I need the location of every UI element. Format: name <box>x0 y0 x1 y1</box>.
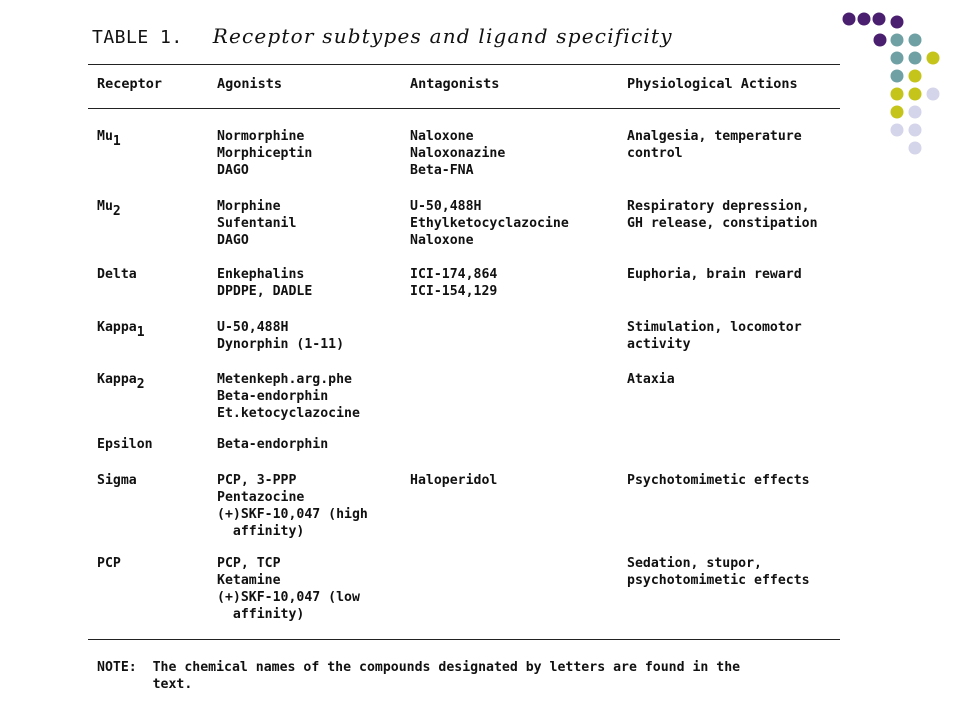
decorative-dot <box>873 13 886 26</box>
cell-antagonists: Haloperidol <box>410 473 498 488</box>
cell-agonists: Metenkeph.arg.phe Beta-endorphin Et.ketocyclazocine <box>217 372 360 421</box>
cell-receptor: Sigma <box>97 473 137 488</box>
cell-antagonists: Naloxone Naloxonazine Beta-FNA <box>410 129 506 178</box>
decorative-dot <box>843 13 856 26</box>
decorative-dot <box>891 52 904 65</box>
decorative-dot <box>909 52 922 65</box>
top-rule <box>88 64 840 65</box>
cell-antagonists: ICI-174,864 ICI-154,129 <box>410 267 498 299</box>
decorative-dot <box>909 142 922 155</box>
cell-agonists: Morphine Sufentanil DAGO <box>217 199 297 248</box>
decorative-dot <box>858 13 871 26</box>
cell-actions: Analgesia, temperature control <box>627 129 802 161</box>
decorative-dot <box>891 124 904 137</box>
cell-agonists: PCP, TCP Ketamine (+)SKF-10,047 (low affinity) <box>217 556 360 622</box>
table-note: NOTE: The chemical names of the compounds designated by letters are found in the text. <box>97 660 741 692</box>
cell-agonists: Normorphine Morphiceptin DAGO <box>217 129 313 178</box>
receptor-subscript: 2 <box>112 204 121 219</box>
decorative-dot <box>891 70 904 83</box>
header-agonists: Agonists <box>217 76 283 92</box>
table-caption: Receptor subtypes and ligand specificity <box>212 24 673 48</box>
cell-receptor: PCP <box>97 556 121 571</box>
decorative-dot <box>891 34 904 47</box>
decorative-dot <box>909 88 922 101</box>
decorative-dot <box>874 34 887 47</box>
decorative-dot <box>891 88 904 101</box>
cell-actions: Psychotomimetic effects <box>627 473 810 488</box>
cell-actions: Euphoria, brain reward <box>627 267 802 282</box>
decorative-dot <box>909 106 922 119</box>
cell-receptor: Mu2 <box>97 199 121 219</box>
cell-actions: Stimulation, locomotor activity <box>627 320 802 352</box>
cell-actions: Sedation, stupor, psychotomimetic effects <box>627 556 810 588</box>
cell-receptor: Kappa1 <box>97 320 145 340</box>
receptor-subscript: 1 <box>136 325 145 340</box>
decorative-dot <box>891 106 904 119</box>
decorative-dot <box>909 124 922 137</box>
cell-agonists: PCP, 3-PPP Pentazocine (+)SKF-10,047 (high affinity) <box>217 473 368 539</box>
header-antagonists: Antagonists <box>410 76 500 92</box>
bottom-rule <box>88 639 840 640</box>
decorative-dot <box>909 34 922 47</box>
receptor-subscript: 1 <box>112 134 121 149</box>
cell-agonists: Beta-endorphin <box>217 437 329 452</box>
decorative-dot <box>927 88 940 101</box>
decorative-dot <box>909 70 922 83</box>
decorative-dot <box>927 52 940 65</box>
header-rule <box>88 108 840 109</box>
cell-receptor: Mu1 <box>97 129 121 149</box>
cell-receptor: Kappa2 <box>97 372 145 392</box>
cell-antagonists: U-50,488H Ethylketocyclazocine Naloxone <box>410 199 569 248</box>
cell-receptor: Delta <box>97 267 137 282</box>
cell-agonists: U-50,488H Dynorphin (1-11) <box>217 320 345 352</box>
table-title <box>92 24 673 48</box>
cell-actions: Respiratory depression, GH release, constipation <box>627 199 818 231</box>
receptor-subscript: 2 <box>136 377 145 392</box>
header-receptor: Receptor <box>97 76 163 92</box>
cell-agonists: Enkephalins DPDPE, DADLE <box>217 267 313 299</box>
cell-actions: Ataxia <box>627 372 675 387</box>
decorative-dot <box>891 16 904 29</box>
table-label: TABLE 1. <box>92 27 183 48</box>
header-physiological-actions: Physiological Actions <box>627 76 798 92</box>
cell-receptor: Epsilon <box>97 437 153 452</box>
